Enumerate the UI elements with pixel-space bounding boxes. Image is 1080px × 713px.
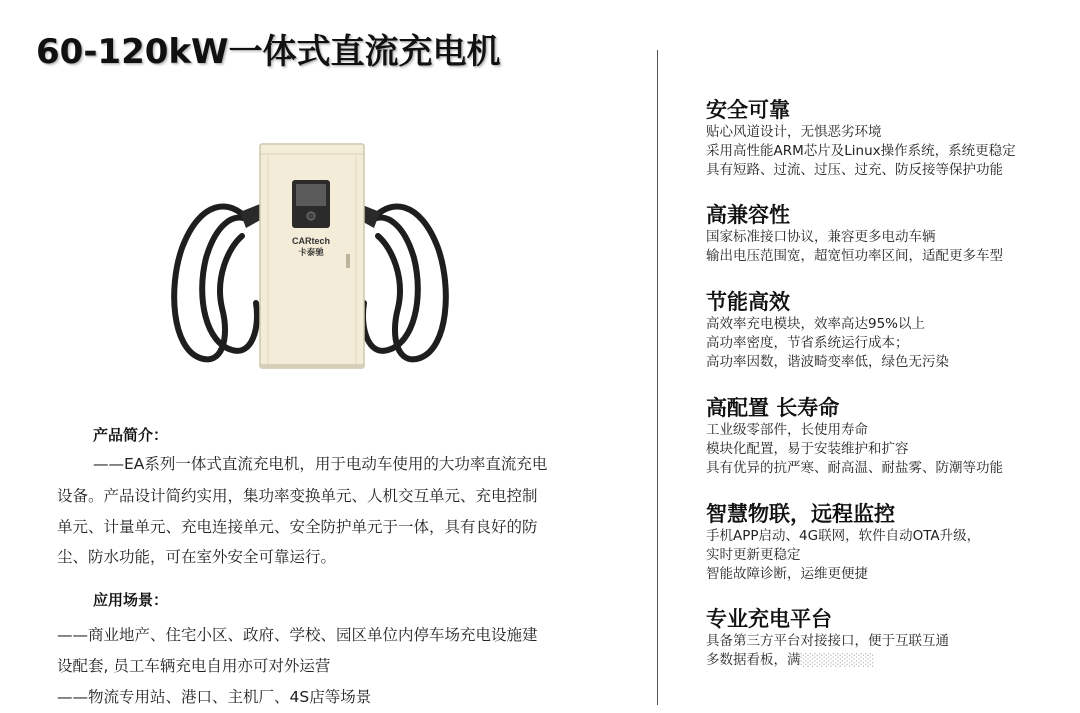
- feature-iot: [706, 501, 1076, 584]
- intro-line-2: 设备。产品设计简约实用，集功率变换单元、人机交互单元、充电控制: [57, 487, 538, 505]
- feature-line: 具有短路、过流、过压、过充、防反接等保护功能: [706, 162, 1003, 178]
- feature-line: 国家标准接口协议，兼容更多电动车辆: [706, 229, 936, 245]
- feature-line: 实时更新更稳定: [706, 547, 801, 563]
- feature-line: 采用高性能ARM芯片及Linux操作系统，系统更稳定: [706, 143, 1016, 159]
- feature-line-text: 多数据看板，满: [706, 652, 801, 668]
- feature-title: 安全可靠: [706, 98, 790, 122]
- feature-line: 智能故障诊断，运维更便捷: [706, 566, 868, 582]
- feature-title: 专业充电平台: [706, 607, 832, 631]
- feature-line: 输出电压范围宽，超宽恒功率区间，适配更多车型: [706, 248, 1003, 264]
- feature-line: 高功率因数，谐波畸变率低，绿色无污染: [706, 354, 949, 370]
- intro-line-3: 单元、计量单元、充电连接单元、安全防护单元于一体，具有良好的防: [57, 518, 538, 536]
- scenes-line-1: ——商业地产、住宅小区、政府、学校、园区单位内停车场充电设施建: [57, 626, 538, 644]
- watermark-blur: ░░░░░░░░: [800, 653, 875, 667]
- feature-title: 节能高效: [706, 290, 790, 314]
- feature-efficiency: [706, 289, 1076, 372]
- scenes-line-2: 设配套, 员工车辆充电自用亦可对外运营: [57, 657, 331, 675]
- feature-line: 高效率充电模块，效率高达95%以上: [706, 316, 926, 332]
- intro-heading: 产品简介：: [93, 426, 169, 444]
- column-divider: [657, 50, 658, 705]
- feature-title: 高兼容性: [706, 203, 790, 227]
- feature-line: 具备第三方平台对接接口，便于互联互通: [706, 633, 949, 649]
- scenes-line-3: ——物流专用站、港口、主机厂、4S店等场景: [57, 688, 372, 706]
- feature-longevity: [706, 395, 1076, 478]
- product-brand: CARtech: [291, 236, 331, 246]
- page-title: 60-120kW一体式直流充电机: [36, 32, 501, 72]
- feature-line: 高功率密度，节省系统运行成本；: [706, 335, 909, 351]
- scenes-heading: 应用场景：: [93, 591, 169, 609]
- feature-compatibility: [706, 202, 1076, 266]
- feature-line: 具有优异的抗严寒、耐高温、耐盐雾、防潮等功能: [706, 460, 1003, 476]
- feature-safety: [706, 97, 1076, 180]
- intro-line-4: 尘、防水功能，可在室外安全可靠运行。: [57, 548, 337, 566]
- feature-title: 智慧物联，远程监控: [706, 502, 895, 526]
- feature-line: 模块化配置，易于安装维护和扩容: [706, 441, 909, 457]
- charger-product-image: [160, 138, 460, 378]
- product-brand-cn: 卡泰驰: [298, 248, 324, 258]
- feature-platform: [706, 606, 1076, 670]
- intro-line-1: ——EA系列一体式直流充电机，用于电动车使用的大功率直流充电: [93, 455, 548, 473]
- feature-line: [706, 651, 1076, 670]
- feature-title: 高配置 长寿命: [706, 396, 840, 420]
- feature-line: 手机APP启动、4G联网，软件自动OTA升级，: [706, 528, 981, 544]
- feature-line: 工业级零部件，长使用寿命: [706, 422, 868, 438]
- feature-line: 贴心风道设计，无惧恶劣环境: [706, 124, 882, 140]
